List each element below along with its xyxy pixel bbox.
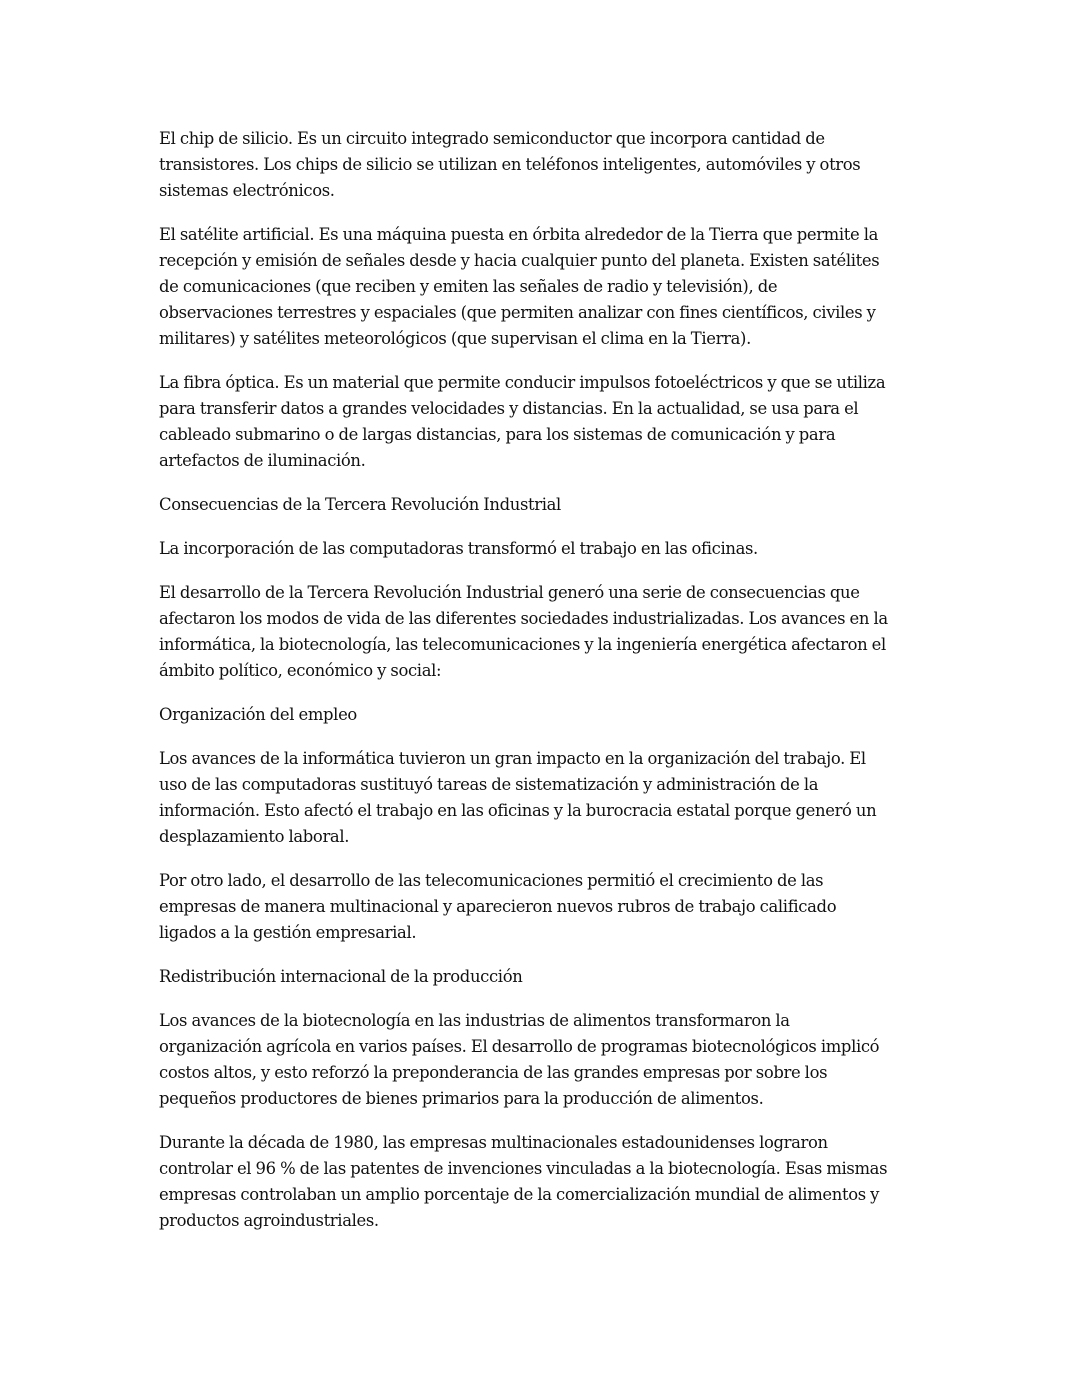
text-line: ámbito político, económico y social: [159,661,442,680]
text-line: costos altos, y esto reforzó la preponderancia de las grandes empresas por sobre los [159,1063,828,1082]
text-line: recepción y emisión de señales desde y hacia cualquier punto del planeta. Existen satélites [159,251,880,270]
text-line: Los avances de la informática tuvieron un gran impacto en la organización del trabajo. El [159,749,866,768]
text-line: empresas de manera multinacional y aparecieron nuevos rubros de trabajo calificado [159,897,837,916]
section-heading-redistribucion [159,964,939,990]
text-line: artefactos de iluminación. [159,451,366,470]
text-line: organización agrícola en varios países. El desarrollo de programas biotecnológicos implicó [159,1037,880,1056]
text-line: Por otro lado, el desarrollo de las telecomunicaciones permitió el crecimiento de las [159,871,824,890]
paragraph-biotecnologia [159,1008,939,1112]
text-line: La fibra óptica. Es un material que permite conducir impulsos fotoeléctricos y que se utiliza [159,373,886,392]
text-line: de comunicaciones (que reciben y emiten las señales de radio y televisión), de [159,277,778,296]
text-line: uso de las computadoras sustituyó tareas de sistematización y administración de la [159,775,819,794]
text-line: observaciones terrestres y espaciales (que permiten analizar con fines científicos, civiles y [159,303,876,322]
paragraph-satelite-artificial [159,222,939,352]
document-page [159,126,939,1252]
text-line: informática, la biotecnología, las telecomunicaciones y la ingeniería energética afectaron el [159,635,886,654]
heading-text: Consecuencias de la Tercera Revolución Industrial [159,495,561,514]
text-line: información. Esto afectó el trabajo en las oficinas y la burocracia estatal porque generó un [159,801,877,820]
paragraph-chip-de-silicio [159,126,939,204]
text-line: productos agroindustriales. [159,1211,379,1230]
text-line: cableado submarino o de largas distancias, para los sistemas de comunicación y para [159,425,836,444]
heading-text: Organización del empleo [159,705,357,724]
text-line: Durante la década de 1980, las empresas multinacionales estadounidenses lograron [159,1133,828,1152]
paragraph-fibra-optica [159,370,939,474]
text-line: El chip de silicio. Es un circuito integrado semiconductor que incorpora cantidad de [159,129,825,148]
paragraph-avances-informatica [159,746,939,850]
text-line: desplazamiento laboral. [159,827,350,846]
paragraph-incorporacion-computadoras [159,536,939,562]
text-line: empresas controlaban un amplio porcentaje de la comercialización mundial de alimentos y [159,1185,880,1204]
heading-text: Redistribución internacional de la producción [159,967,523,986]
section-heading-consecuencias [159,492,939,518]
text-line: sistemas electrónicos. [159,181,335,200]
text-line: para transferir datos a grandes velocidades y distancias. En la actualidad, se usa para el [159,399,859,418]
text-line: transistores. Los chips de silicio se utilizan en teléfonos inteligentes, automóviles y otros [159,155,861,174]
text-line: El satélite artificial. Es una máquina puesta en órbita alrededor de la Tierra que permite la [159,225,879,244]
text-line: pequeños productores de bienes primarios para la producción de alimentos. [159,1089,764,1108]
text-line: La incorporación de las computadoras transformó el trabajo en las oficinas. [159,539,758,558]
text-line: ligados a la gestión empresarial. [159,923,417,942]
paragraph-telecomunicaciones [159,868,939,946]
text-line: militares) y satélites meteorológicos (que supervisan el clima en la Tierra). [159,329,751,348]
text-line: controlar el 96 % de las patentes de invenciones vinculadas a la biotecnología. Esas mismas [159,1159,888,1178]
text-line: afectaron los modos de vida de las diferentes sociedades industrializadas. Los avances en la [159,609,888,628]
paragraph-desarrollo-tercera-revolucion [159,580,939,684]
text-line: El desarrollo de la Tercera Revolución Industrial generó una serie de consecuencias que [159,583,860,602]
section-heading-organizacion-empleo [159,702,939,728]
paragraph-decada-1980 [159,1130,939,1234]
text-line: Los avances de la biotecnología en las industrias de alimentos transformaron la [159,1011,790,1030]
